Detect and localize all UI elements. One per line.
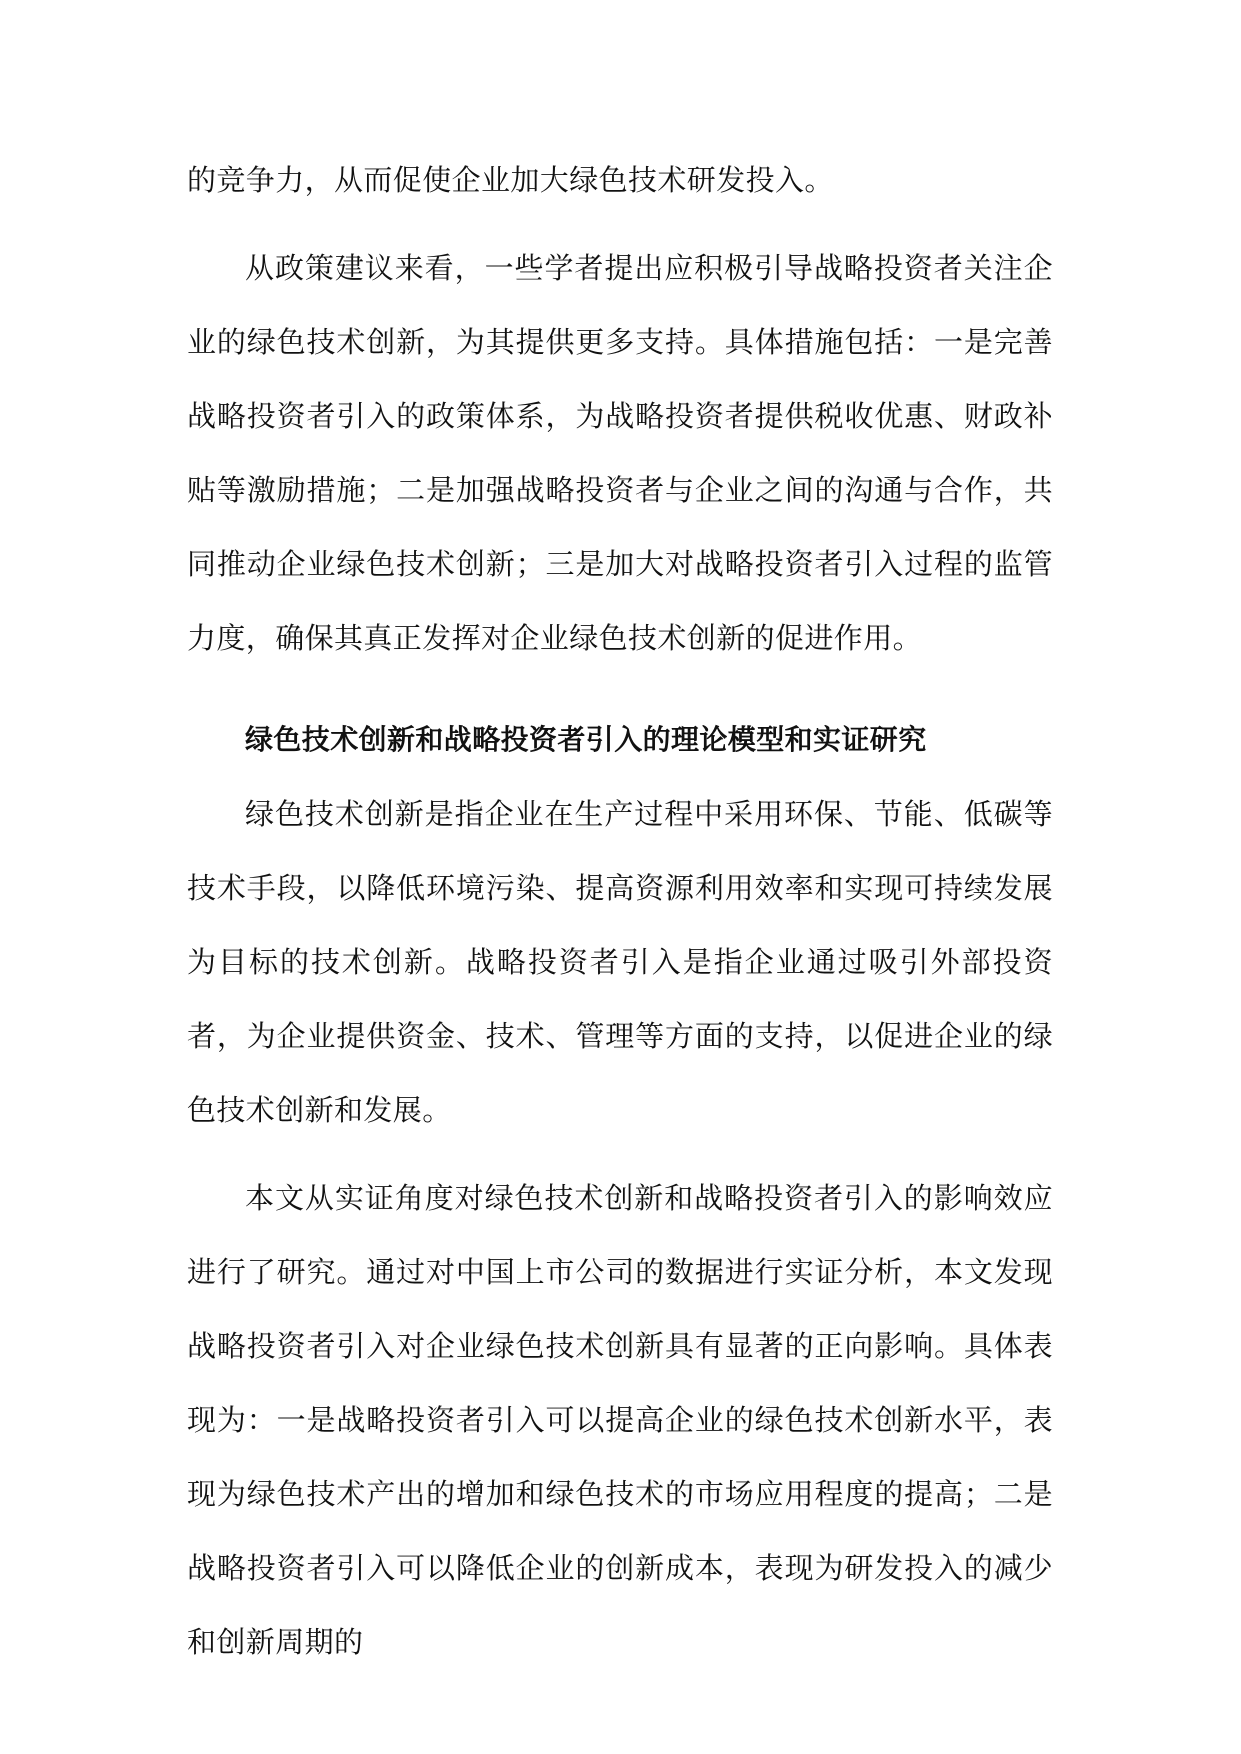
paragraph-empirical-findings: 本文从实证角度对绿色技术创新和战略投资者引入的影响效应进行了研究。通过对中国上市公司的数据进行实证分析，本文发现战略投资者引入对企业绿色技术创新具有显著的正向影响。具体表现为：一是战略投资者引入可以提高企业的绿色技术创新水平，表现为绿色技术产出的增加和绿色技术的市场应用程度的提高；二是战略投资者引入可以降低企业的创新成本，表现为研发投入的减少和创新周期的 [187,1181,1053,1659]
paragraph-continuation: 的竞争力，从而促使企业加大绿色技术研发投入。 [187,163,834,197]
paragraph-policy-suggestions: 从政策建议来看，一些学者提出应积极引导战略投资者关注企业的绿色技术创新，为其提供更多支持。具体措施包括：一是完善战略投资者引入的政策体系，为战略投资者提供税收优惠、财政补贴等激励措施；二是加强战略投资者与企业之间的沟通与合作，共同推动企业绿色技术创新；三是加大对战略投资者引入过程的监管力度，确保其真正发挥对企业绿色技术创新的促进作用。 [187,251,1053,655]
paragraph-definition: 绿色技术创新是指企业在生产过程中采用环保、节能、低碳等技术手段，以降低环境污染、提高资源利用效率和实现可持续发展为目标的技术创新。战略投资者引入是指企业通过吸引外部投资者，为企业提供资金、技术、管理等方面的支持，以促进企业的绿色技术创新和发展。 [187,797,1053,1127]
document-body [187,143,1053,1679]
paragraph-gap [187,1147,1053,1161]
paragraph-gap [187,689,1053,703]
section-heading: 绿色技术创新和战略投资者引入的理论模型和实证研究 [245,723,927,756]
paragraph-gap [187,217,1053,231]
paragraph-gap [187,675,1053,689]
